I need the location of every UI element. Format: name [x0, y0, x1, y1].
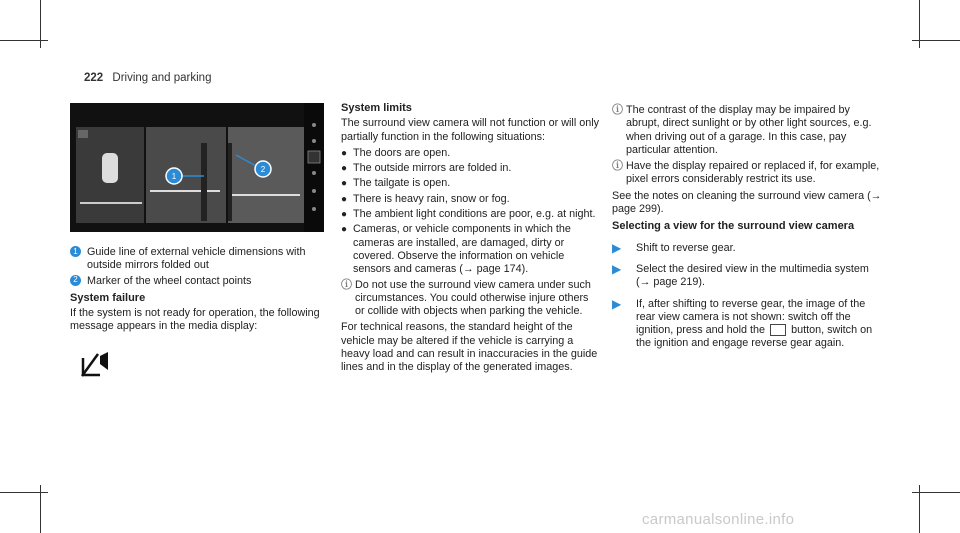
select-heading: Selecting a view for the surround view camera: [612, 220, 855, 233]
note: ⓘ Do not use the surround view camera under such circumstances. You could otherwise injure others or collide with objects when parking the vehicle.: [341, 278, 591, 318]
camera-button-icon: [770, 324, 786, 336]
list-item: ● The doors are open.: [341, 146, 451, 159]
failure-text: If the system is not ready for operation, the following message appears in the media display:: [70, 307, 320, 333]
column-left: [70, 246, 324, 382]
legend-item: [70, 246, 324, 273]
column-middle: [341, 102, 601, 378]
step: ▶ Shift to reverse gear.: [612, 240, 736, 255]
legend-number: 2: [70, 275, 81, 286]
svg-text:1: 1: [171, 172, 177, 181]
step-arrow-icon: ▶: [612, 261, 622, 276]
info-icon: ⓘ: [341, 278, 352, 291]
vehicle-top-icon: [102, 153, 118, 183]
crop-mark: [912, 40, 960, 41]
legend-text: Guide line of external vehicle dimensions with outside mirrors folded out: [87, 246, 306, 272]
camera-display-figure: [70, 103, 324, 232]
crop-mark: [0, 40, 48, 41]
crop-mark: [0, 492, 48, 493]
note: ⓘ The contrast of the display may be impaired by abrupt, direct sunlight or by other light sources, e.g. when driving out of a garage. In this case, pay particular attention.: [612, 104, 872, 156]
list-item: ● The tailgate is open.: [341, 177, 451, 190]
surround-view-illustration: [70, 103, 324, 232]
step-arrow-icon: ▶: [612, 296, 622, 311]
svg-text:2: 2: [260, 165, 266, 174]
step: ▶ Select the desired view in the multimedia system (→ page 219).: [612, 261, 869, 289]
info-icon: ⓘ: [612, 104, 623, 116]
info-icon: ⓘ: [612, 160, 623, 173]
section-title: Driving and parking: [112, 72, 212, 84]
step: ▶ If, after shifting to reverse gear, the image of the rear view camera is not shown: switch off the ignition, press and hold the button, switch on the ignition and engage reverse gear again.: [612, 296, 873, 350]
step-arrow-icon: ▶: [612, 240, 622, 255]
limits-intro: The surround view camera will not function or will only partially function in the following situations:: [341, 117, 600, 143]
p-icon: [78, 130, 88, 138]
column-right: [612, 102, 882, 355]
page-number: 222: [84, 72, 104, 84]
limits-heading: System limits: [341, 102, 412, 114]
camera-off-icon: [80, 350, 324, 382]
see-notes: See the notes on cleaning the surround view camera (→ page 299).: [612, 189, 882, 216]
legend-item: [70, 275, 324, 288]
list-item: ● Cameras, or vehicle components in which the cameras are installed, are damaged, dirty or covered. Observe the information on vehicle sensors and cameras (→ page 174).: [341, 223, 571, 276]
watermark: carmanualsonline.info: [642, 511, 795, 528]
legend-number: 1: [70, 246, 81, 257]
tech-text: For technical reasons, the standard height of the vehicle may be altered if the vehicle is carrying a heavy load and can result in inaccuracies in the guide lines and in the display of the generated images.: [341, 321, 598, 374]
crop-mark: [912, 492, 960, 493]
note: ⓘ Have the display repaired or replaced if, for example, pixel errors considerably restrict its use.: [612, 160, 880, 186]
legend-text: Marker of the wheel contact points: [87, 274, 252, 287]
page-header: [84, 72, 211, 84]
list-item: ● The outside mirrors are folded in.: [341, 162, 512, 175]
failure-heading: System failure: [70, 291, 146, 304]
list-item: ● There is heavy rain, snow or fog.: [341, 192, 510, 205]
list-item: ● The ambient light conditions are poor, e.g. at night.: [341, 208, 596, 221]
